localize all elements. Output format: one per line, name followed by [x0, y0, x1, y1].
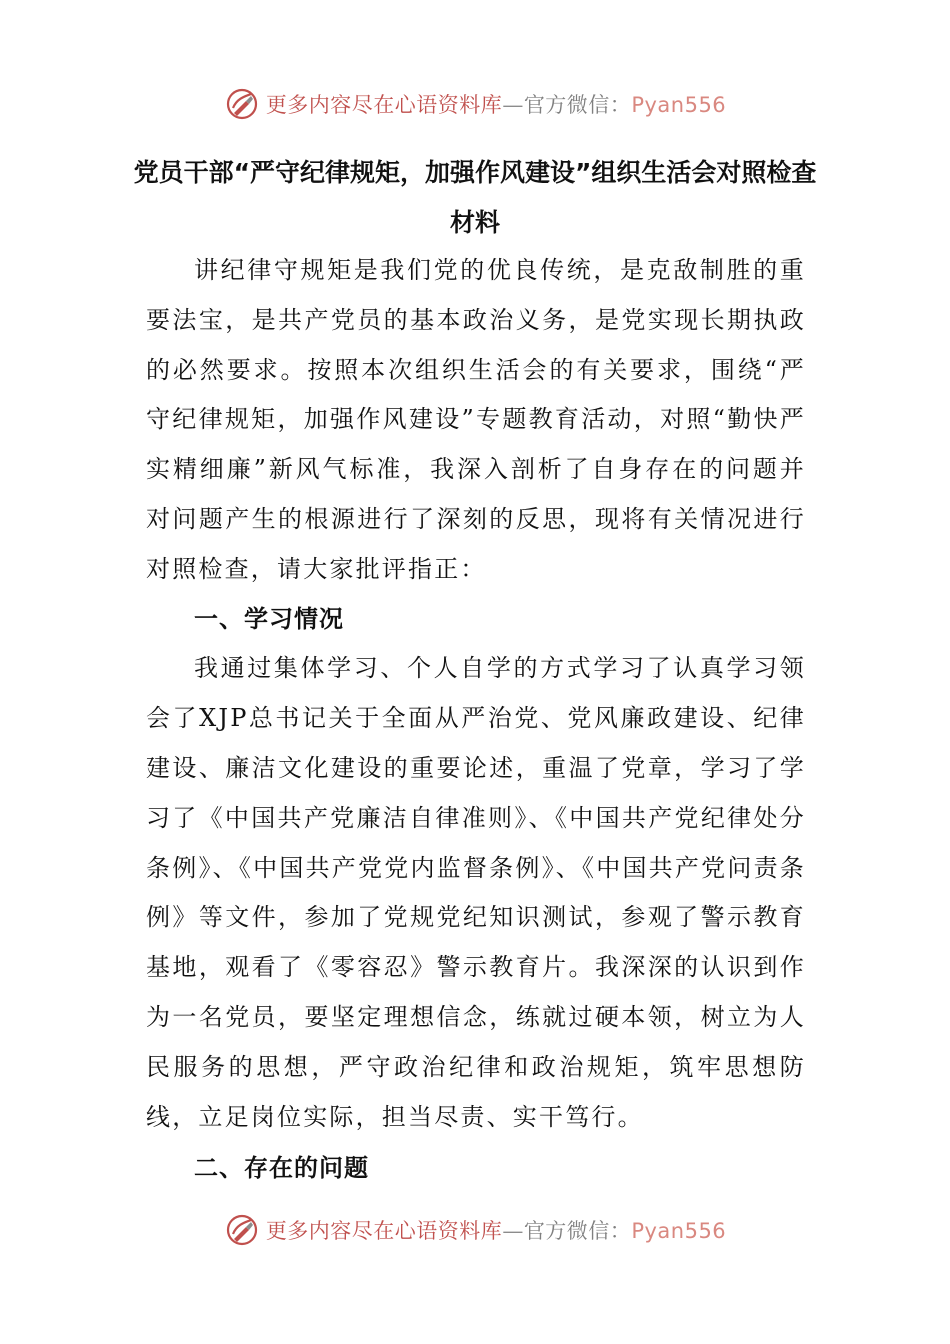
- pen-logo-icon: [224, 86, 260, 122]
- watermark-official-label: 官方微信：: [523, 1219, 632, 1243]
- watermark-footer: [0, 1210, 950, 1250]
- watermark-header: [0, 84, 950, 124]
- watermark-official-label: 官方微信：: [523, 93, 632, 117]
- watermark-dash: —: [502, 93, 524, 117]
- watermark-main-text: 更多内容尽在心语资料库: [265, 1219, 503, 1243]
- section-heading-problems: 二、存在的问题: [194, 1154, 369, 1183]
- watermark-wechat-id: Pyan556: [631, 93, 727, 117]
- document-body: [146, 246, 806, 1194]
- study-paragraph: 我通过集体学习、个人自学的方式学习了认真学习领会了XJP总书记关于全面从严治党、党风廉政建设、纪律建设、廉洁文化建设的重要论述，重温了党章，学习了学习了《中国共产党廉洁自律准则》、《中国共产党纪律处分条例》、《中国共产党党内监督条例》、《中国共产党问责条例》等文件，参加了党规党纪知识测试，参观了警示教育基地，观看了《零容忍》警示教育片。我深深的认识到作为一名党员，要坚定理想信念，练就过硬本领，树立为人民服务的思想，严守政治纪律和政治规矩，筑牢思想防线，立足岗位实际，担当尽责、实干笃行。: [146, 654, 806, 1131]
- watermark-wechat-id: Pyan556: [631, 1219, 727, 1243]
- section-heading-study: 一、学习情况: [194, 604, 344, 633]
- watermark-main-text: 更多内容尽在心语资料库: [265, 93, 503, 117]
- watermark-dash: —: [502, 1219, 524, 1243]
- intro-paragraph: 讲纪律守规矩是我们党的优良传统，是克敌制胜的重要法宝，是共产党员的基本政治义务，是党实现长期执政的必然要求。按照本次组织生活会的有关要求，围绕“严守纪律规矩，加强作风建设”专题教育活动，对照“勤快严实精细廉”新风气标准，我深入剖析了自身存在的问题并对问题产生的根源进行了深刻的反思，现将有关情况进行对照检查，请大家批评指正：: [146, 256, 806, 583]
- pen-logo-icon: [224, 1212, 260, 1248]
- document-title: 党员干部“严守纪律规矩，加强作风建设”组织生活会对照检查材料: [133, 158, 817, 237]
